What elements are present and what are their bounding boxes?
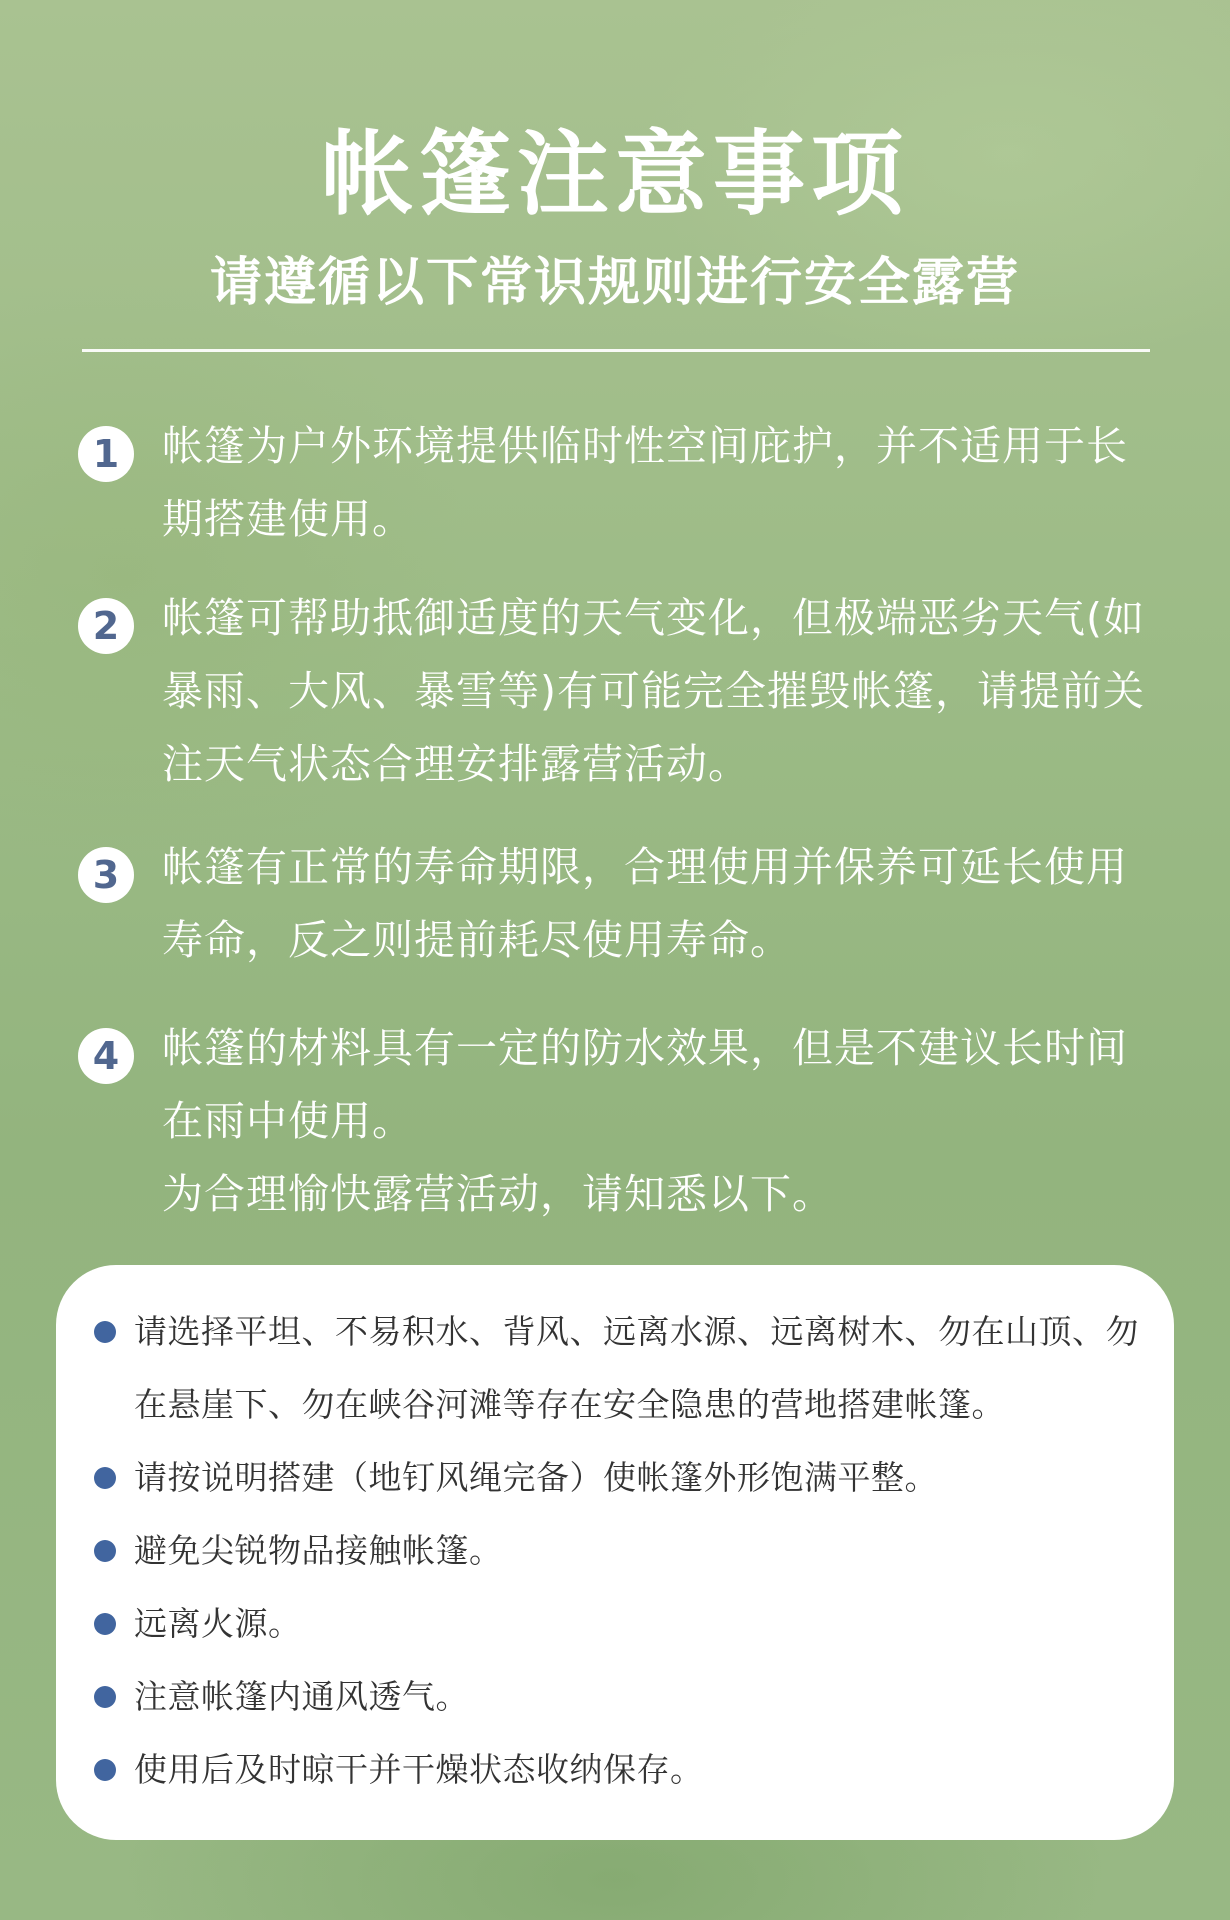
rule-text <box>162 1012 1152 1231</box>
rule-text <box>162 582 1152 801</box>
rule-item <box>78 410 1158 556</box>
rule-line: 帐篷的材料具有一定的防水效果，但是不建议长时间在雨中使用。 <box>162 1024 1128 1145</box>
rule-line: 帐篷有正常的寿命期限，合理使用并保养可延长使用寿命，反之则提前耗尽使用寿命。 <box>162 843 1128 964</box>
header <box>0 120 1230 318</box>
bullet-dot-icon <box>94 1540 116 1562</box>
tip-text: 使用后及时晾干并干燥状态收纳保存。 <box>134 1750 704 1789</box>
rule-text <box>162 410 1152 556</box>
bullet-dot-icon <box>94 1613 116 1635</box>
tip-text: 请按说明搭建（地钉风绳完备）使帐篷外形饱满平整。 <box>134 1458 938 1497</box>
tip-item <box>94 1441 1154 1514</box>
rule-item <box>78 831 1158 977</box>
bullet-dot-icon <box>94 1686 116 1708</box>
rules-list <box>78 410 1158 1231</box>
bullet-dot-icon <box>94 1467 116 1489</box>
tip-item <box>94 1587 1154 1660</box>
tip-text: 远离火源。 <box>134 1604 302 1643</box>
tips-list <box>94 1295 1154 1806</box>
rule-number-badge: 4 <box>78 1028 134 1084</box>
rule-item <box>78 1012 1158 1231</box>
tips-card <box>56 1265 1174 1840</box>
tip-text: 请选择平坦、不易积水、背风、远离水源、远离树木、勿在山顶、勿在悬崖下、勿在峡谷河滩等存在安全隐患的营地搭建帐篷。 <box>134 1312 1139 1424</box>
rule-line: 帐篷可帮助抵御适度的天气变化，但极端恶劣天气(如暴雨、大风、暴雪等)有可能完全摧毁帐篷，请提前关注天气状态合理安排露营活动。 <box>162 594 1145 788</box>
rule-number-badge: 3 <box>78 847 134 903</box>
tip-item <box>94 1660 1154 1733</box>
rule-item <box>78 582 1158 801</box>
rule-number-badge: 2 <box>78 598 134 654</box>
rule-number-badge: 1 <box>78 426 134 482</box>
bullet-dot-icon <box>94 1321 116 1343</box>
rule-line: 帐篷为户外环境提供临时性空间庇护，并不适用于长期搭建使用。 <box>162 422 1128 543</box>
header-divider <box>82 349 1150 352</box>
tip-item <box>94 1295 1154 1441</box>
tip-item <box>94 1514 1154 1587</box>
page-subtitle: 请遵循以下常识规则进行安全露营 <box>209 253 1020 313</box>
tip-item <box>94 1733 1154 1806</box>
tip-text: 注意帐篷内通风透气。 <box>134 1677 469 1716</box>
bullet-dot-icon <box>94 1759 116 1781</box>
rule-text <box>162 831 1152 977</box>
page-title: 帐篷注意事项 <box>320 121 909 228</box>
tip-text: 避免尖锐物品接触帐篷。 <box>134 1531 503 1570</box>
rule-line: 为合理愉快露营活动，请知悉以下。 <box>162 1170 834 1218</box>
